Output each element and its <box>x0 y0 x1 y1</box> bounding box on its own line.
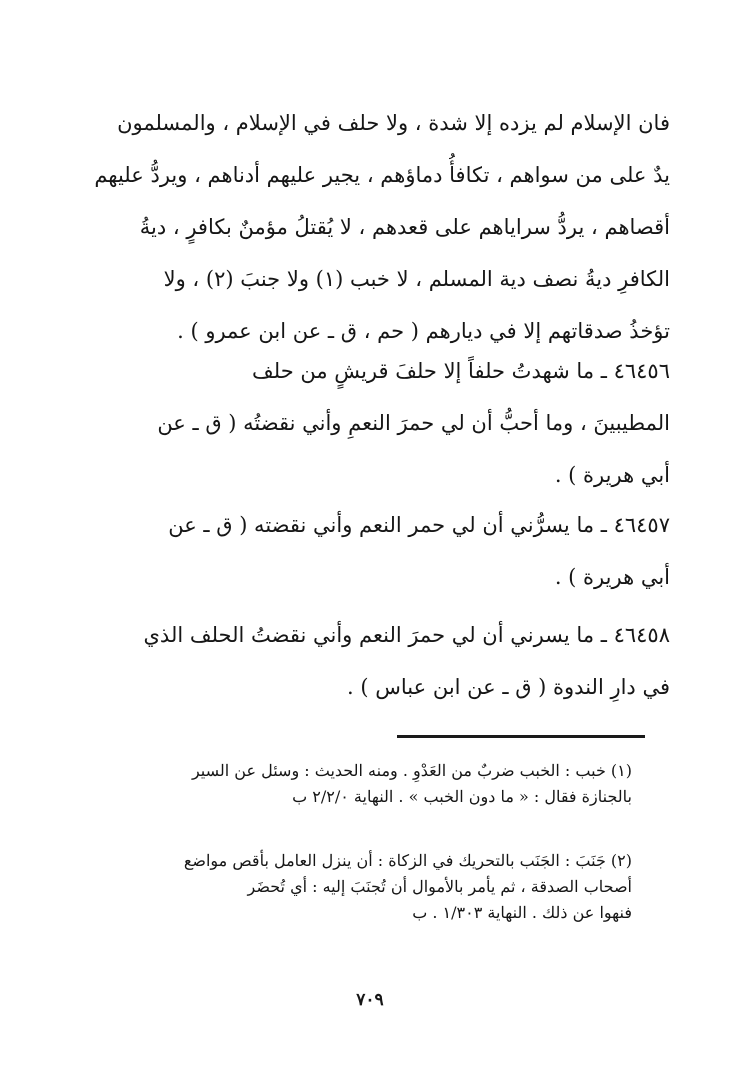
footnote-2 <box>72 850 632 928</box>
text-line: المطيبينَ ، وما أحبُّ أن لي حمرَ النعمِ وأني نقضتُه ( ق ـ عن <box>157 411 670 435</box>
hadith-paragraph-46456 <box>70 356 670 512</box>
text-line: الكافرِ ديةُ نصف دية المسلم ، لا خبب (١) ولا جنبَ (٢) ، ولا <box>163 267 670 291</box>
text-line: أقصاهم ، يردُّ سراياهم على قعدهم ، لا يُقتلُ مؤمنٌ بكافرٍ ، ديةُ <box>139 215 670 239</box>
footnote-1 <box>72 760 632 812</box>
footnote-line: أصحاب الصدقة ، ثم يأمر بالأموال أن تُجنَبَ إليه : أي تُحضَر <box>247 877 632 896</box>
footnote-separator <box>397 735 645 738</box>
text-line: ٤٦٤٥٧ ـ ما يسرُّني أن لي حمر النعم وأني نقضته ( ق ـ عن <box>168 513 670 537</box>
text-line: أبي هريرة ) . <box>554 463 670 487</box>
hadith-paragraph-46457 <box>70 510 670 614</box>
text-line: يدٌ على من سواهم ، تكافأُ دماؤهم ، يجير عليهم أدناهم ، ويردُّ عليهم <box>94 163 670 187</box>
text-line: تؤخذُ صدقاتهم إلا في ديارهم ( حم ، ق ـ عن ابن عمرو ) . <box>177 319 670 343</box>
hadith-paragraph-46458 <box>70 620 670 724</box>
footnote-line: (١) خبب : الخبب ضربٌ من العَدْوِ . ومنه الحديث : وسئل عن السير <box>191 761 632 780</box>
text-line: في دارِ الندوة ( ق ـ عن ابن عباس ) . <box>347 675 670 699</box>
footnote-line: (٢) جَنَبَ : الجَنَب بالتحريك في الزكاة : أن ينزل العامل بأقص مواضع <box>183 851 632 870</box>
hadith-paragraph-1 <box>70 108 670 368</box>
text-line: ٤٦٤٥٨ ـ ما يسرني أن لي حمرَ النعم وأني نقضتُ الحلف الذي <box>143 623 670 647</box>
page-number: ٧٠٩ <box>356 990 384 1010</box>
text-line: أبي هريرة ) . <box>554 565 670 589</box>
footnote-line: فنهوا عن ذلك . النهاية ١/٣٠٣ . ب <box>412 903 632 922</box>
footnote-line: بالجنازة فقال : « ما دون الخبب » . النهاية ٢/٢/٠ ب <box>292 787 632 806</box>
text-line: ٤٦٤٥٦ ـ ما شهدتُ حلفاً إلا حلفَ قريشٍ من حلف <box>252 359 670 383</box>
text-line: فان الإسلام لم يزده إلا شدة ، ولا حلف في الإسلام ، والمسلمون <box>117 111 670 135</box>
